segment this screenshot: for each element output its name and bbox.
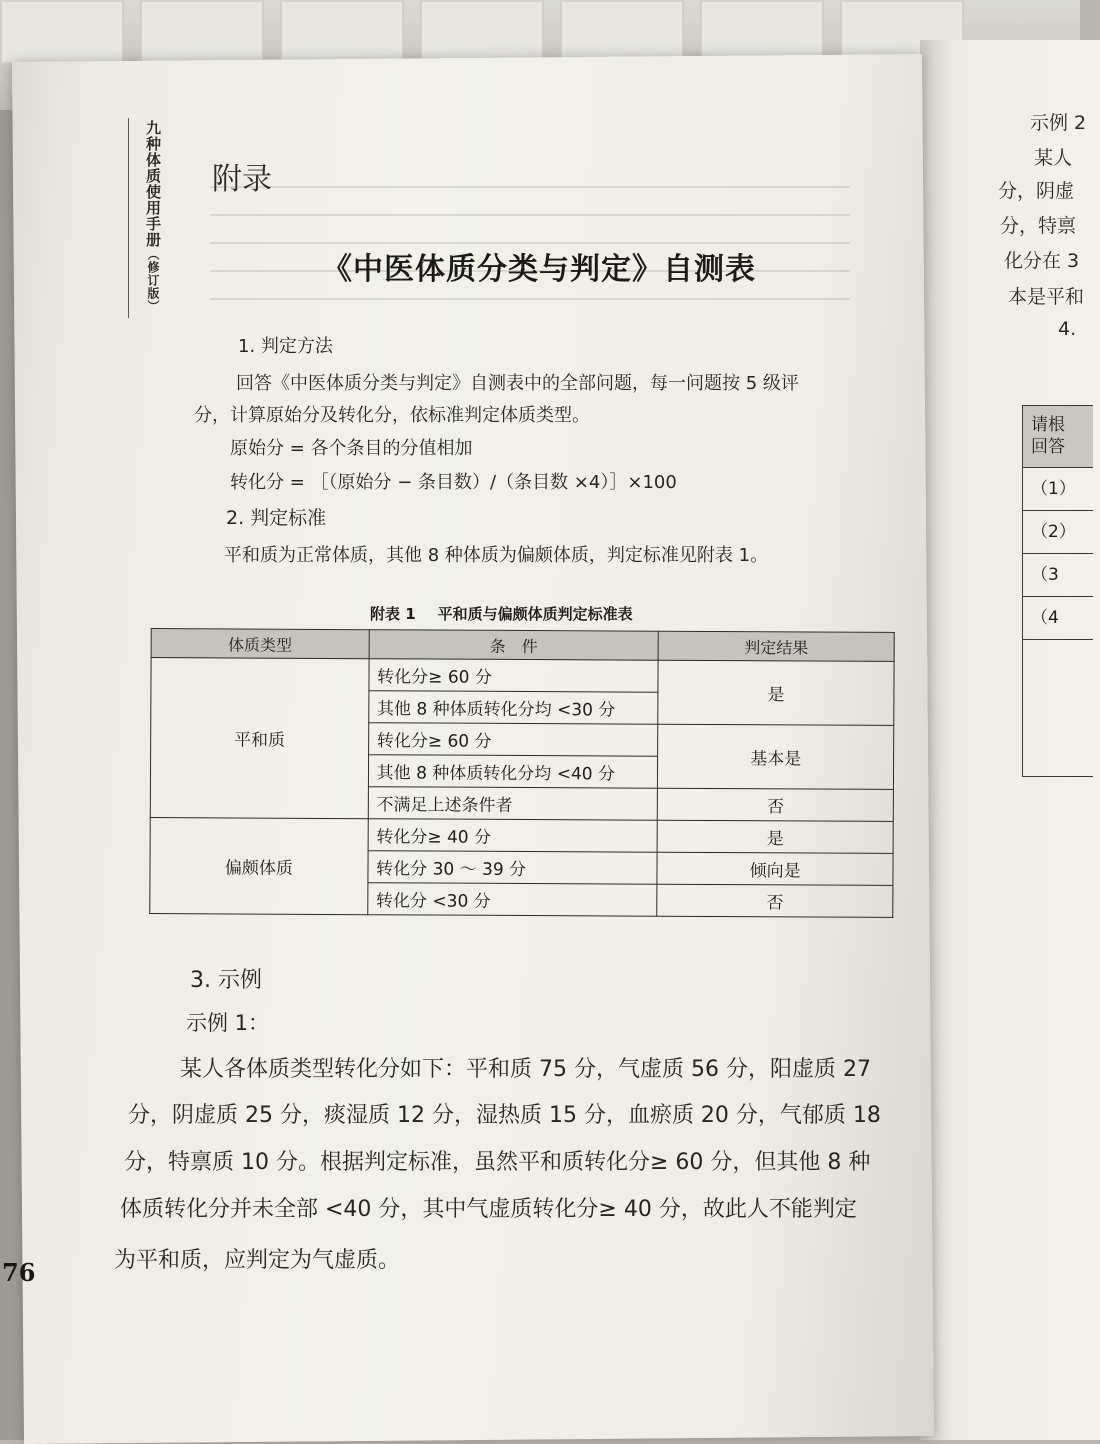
right-table-cell: （1） [1023, 468, 1093, 511]
condition-cell: 转化分 <30 分 [367, 883, 657, 917]
right-table-header-line: 回答 [1031, 437, 1065, 457]
example-body-line: 为平和质，应判定为气虚质。 [114, 1248, 401, 1273]
shelf-panel [420, 0, 544, 64]
result-cell: 基本是 [658, 724, 894, 789]
shelf-panel [140, 0, 264, 64]
table-row [151, 658, 894, 694]
right-page-table [1022, 405, 1093, 777]
shelf-panel [0, 0, 124, 64]
table-caption [370, 603, 633, 624]
table-caption-title: 平和质与偏颇体质判定标准表 [437, 605, 633, 623]
right-page-line: 4. [1058, 318, 1077, 340]
right-page-line: 某人 [1034, 147, 1073, 169]
running-head [140, 120, 164, 313]
page-title: 《中医体质分类与判定》自测表 [322, 252, 756, 287]
result-cell: 否 [658, 788, 894, 821]
right-table-header [1023, 406, 1093, 468]
right-page-line: 化分在 3 [1004, 250, 1080, 272]
right-page-line: 本是平和 [1008, 286, 1085, 308]
section-heading: 2. 判定标准 [226, 507, 327, 529]
condition-cell: 转化分≥ 60 分 [368, 723, 658, 757]
section-heading: 3. 示例 [190, 968, 262, 993]
example-body-line: 分，阴虚质 25 分，痰湿质 12 分，湿热质 15 分，血瘀质 20 分，气郁质 18 [128, 1103, 881, 1128]
appendix-label: 附录 [212, 162, 272, 197]
shelf-panel [280, 0, 404, 64]
running-head-edition: （修订版） [146, 248, 160, 313]
column-header: 判定结果 [658, 631, 894, 661]
formula-raw-score: 原始分 = 各个条目的分值相加 [230, 438, 473, 459]
result-cell: 否 [657, 884, 893, 917]
constitution-type-cell: 偏颇体质 [150, 818, 368, 915]
right-table-cell: （4 [1023, 597, 1093, 640]
paragraph-line: 平和质为正常体质，其他 8 种体质为偏颇体质，判定标准见附表 1。 [224, 545, 769, 566]
running-head-title: 九种体质使用手册 [144, 120, 162, 248]
column-header: 体质类型 [151, 629, 369, 659]
show-through-text [210, 170, 850, 310]
section-heading: 1. 判定方法 [238, 336, 333, 357]
table-header-row [151, 629, 894, 662]
table-row [150, 818, 893, 854]
right-page-line: 示例 2 [1030, 112, 1087, 134]
paragraph-line: 回答《中医体质分类与判定》自测表中的全部问题，每一问题按 5 级评 [236, 373, 799, 394]
condition-cell: 转化分≥ 60 分 [369, 659, 659, 693]
condition-cell: 其他 8 种体质转化分均 <40 分 [368, 755, 658, 789]
column-header: 条 件 [369, 630, 659, 661]
right-page-line: 分，阴虚 [998, 180, 1075, 202]
margin-rule [128, 118, 129, 318]
condition-cell: 转化分≥ 40 分 [368, 819, 658, 853]
example-body-line: 分，特禀质 10 分。根据判定标准，虽然平和质转化分≥ 60 分，但其他 8 种 [124, 1150, 871, 1175]
condition-cell: 其他 8 种体质转化分均 <30 分 [368, 691, 658, 725]
formula-converted-score: 转化分 = ［（原始分 − 条目数）/（条目数 ×4）］×100 [230, 472, 677, 493]
right-table-header-line: 请根 [1031, 415, 1065, 435]
criteria-table [149, 628, 894, 918]
shelf-panel [560, 0, 684, 64]
example-body-line: 体质转化分并未全部 <40 分，其中气虚质转化分≥ 40 分，故此人不能判定 [120, 1197, 857, 1222]
result-cell: 是 [658, 660, 894, 725]
table-caption-number: 附表 1 [370, 605, 416, 623]
example-body-line: 某人各体质类型转化分如下：平和质 75 分，气虚质 56 分，阳虚质 27 [180, 1057, 871, 1082]
right-table-cell: （2） [1023, 511, 1093, 554]
condition-cell: 转化分 30 ～ 39 分 [368, 851, 658, 885]
example-label: 示例 1： [186, 1011, 270, 1035]
right-table-cell: （3 [1023, 554, 1093, 597]
condition-cell: 不满足上述条件者 [368, 787, 658, 821]
result-cell: 是 [657, 820, 893, 853]
right-page-line: 分，特禀 [1000, 215, 1077, 237]
result-cell: 倾向是 [657, 852, 893, 885]
constitution-type-cell: 平和质 [150, 658, 369, 819]
page-number: 76 [2, 1258, 36, 1287]
paragraph-line: 分，计算原始分及转化分，依标准判定体质类型。 [194, 405, 590, 426]
